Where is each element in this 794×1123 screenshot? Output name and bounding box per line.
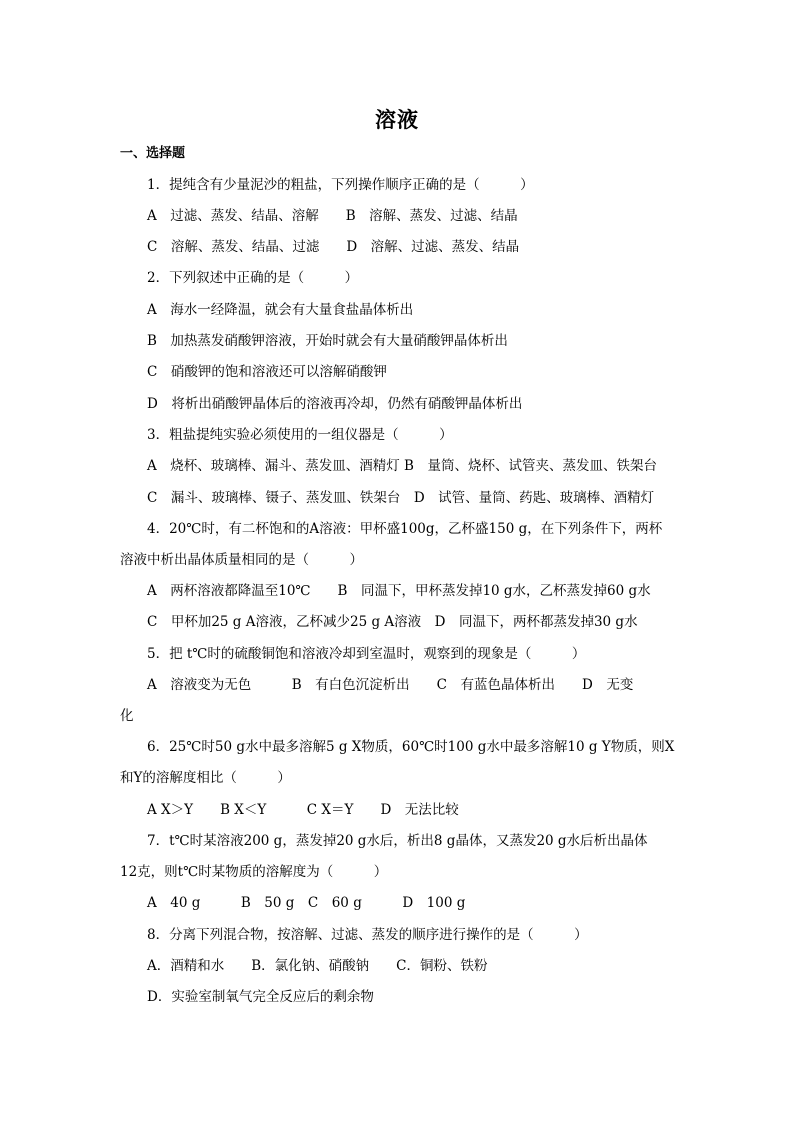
question-2-option-b: B 加热蒸发硝酸钾溶液，开始时就会有大量硝酸钾晶体析出 (147, 333, 508, 349)
question-6-stem-line1: 6．25℃时50 g水中最多溶解5 g X物质，60℃时100 g水中最多溶解10 g Y物质，则X (147, 739, 675, 755)
section-heading: 一、选择题 (120, 146, 186, 161)
question-7-options: A 40 g B 50 g C 60 g D 100 g (147, 895, 466, 911)
question-4-options-cd: C 甲杯加25 g A溶液，乙杯减少25 g A溶液 D 同温下，两杯都蒸发掉30 g水 (147, 614, 638, 630)
question-3-stem: 3．粗盐提纯实验必须使用的一组仪器是（ ） (147, 427, 453, 443)
question-5-stem: 5．把 t℃时的硫酸铜饱和溶液冷却到室温时，观察到的现象是（ ） (147, 646, 586, 662)
question-3-options-ab: A 烧杯、玻璃棒、漏斗、蒸发皿、酒精灯 B 量筒、烧杯、试管夹、蒸发皿、铁架台 (147, 458, 657, 474)
question-4-stem-line2: 溶液中析出晶体质量相同的是（ ） (120, 552, 363, 568)
question-7-stem-line1: 7．t℃时某溶液200 g，蒸发掉20 g水后，析出8 g晶体，又蒸发20 g水后析出晶体 (147, 833, 648, 849)
question-2-stem: 2．下列叙述中正确的是（ ） (147, 270, 359, 286)
question-4-options-ab: A 两杯溶液都降温至10℃ B 同温下，甲杯蒸发掉10 g水，乙杯蒸发掉60 g水 (147, 583, 651, 599)
question-2-option-c: C 硝酸钾的饱和溶液还可以溶解硝酸钾 (147, 364, 387, 380)
question-7-stem-line2: 12克，则t℃时某物质的溶解度为（ ） (120, 864, 388, 880)
question-1-options-cd: C 溶解、蒸发、结晶、过滤 D 溶解、过滤、蒸发、结晶 (147, 239, 520, 255)
question-6-options: A X＞Y B X＜Y C X＝Y D 无法比较 (147, 802, 459, 818)
question-4-stem-line1: 4．20℃时，有二杯饱和的A溶液：甲杯盛100g，乙杯盛150 g，在下列条件下，两杯 (147, 521, 663, 537)
question-1-stem: 1．提纯含有少量泥沙的粗盐，下列操作顺序正确的是（ ） (147, 177, 534, 193)
question-8-option-d: D．实验室制氧气完全反应后的剩余物 (147, 989, 374, 1005)
question-3-options-cd: C 漏斗、玻璃棒、镊子、蒸发皿、铁架台 D 试管、量筒、药匙、玻璃棒、酒精灯 (147, 490, 655, 506)
question-8-stem: 8．分离下列混合物，按溶解、过滤、蒸发的顺序进行操作的是（ ） (147, 927, 588, 943)
question-5-options: A 溶液变为无色 B 有白色沉淀析出 C 有蓝色晶体析出 D 无变 (147, 677, 634, 693)
question-8-options-abc: A．酒精和水 B．氯化钠、硝酸钠 C．铜粉、铁粉 (147, 958, 488, 974)
question-6-stem-line2: 和Y的溶解度相比（ ） (120, 770, 291, 786)
question-5-options-wrap: 化 (120, 708, 134, 724)
question-2-option-d: D 将析出硝酸钾晶体后的溶液再冷却，仍然有硝酸钾晶体析出 (147, 396, 523, 412)
page-title: 溶液 (375, 108, 419, 132)
question-1-options-ab: A 过滤、蒸发、结晶、溶解 B 溶解、蒸发、过滤、结晶 (147, 208, 518, 224)
question-2-option-a: A 海水一经降温，就会有大量食盐晶体析出 (147, 302, 414, 318)
